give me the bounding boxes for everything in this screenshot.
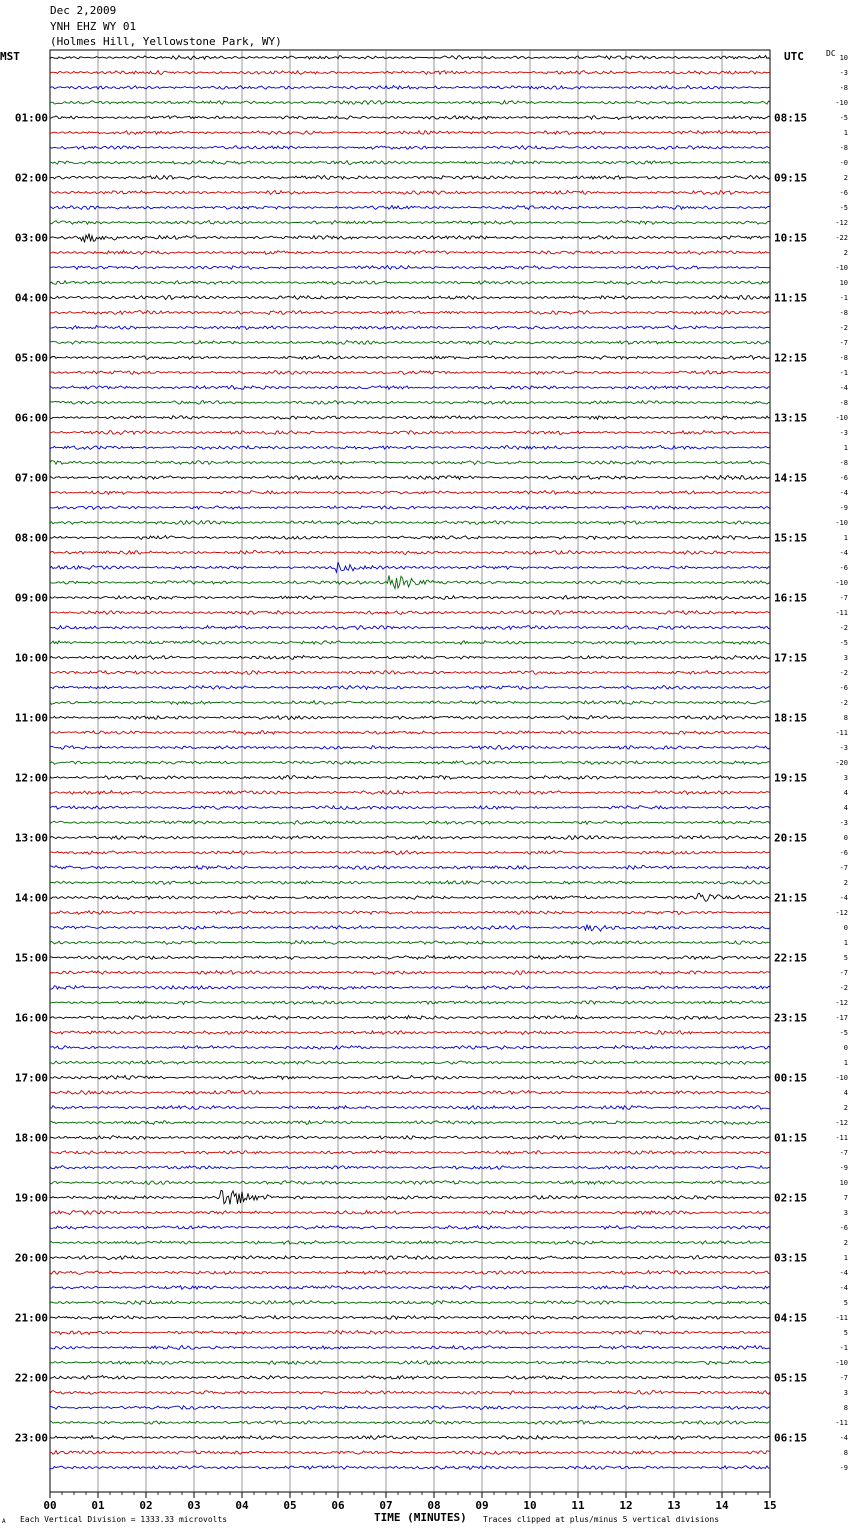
mst-hour-label: 09:00 (14, 591, 48, 605)
seismic-trace (50, 806, 770, 810)
seismic-trace (50, 1406, 770, 1410)
seismic-trace (50, 1166, 770, 1169)
dc-offset-label: -8 (839, 84, 848, 92)
dc-offset-label: 1 (843, 939, 848, 947)
seismic-trace (50, 596, 770, 600)
utc-hour-label: 22:15 (774, 951, 808, 965)
dc-offset-label: -5 (839, 1029, 848, 1037)
mst-hour-label: 21:00 (14, 1311, 48, 1325)
utc-hour-label: 17:15 (774, 651, 808, 665)
dc-offset-label: -2 (839, 324, 848, 332)
seismic-trace (50, 1451, 770, 1455)
dc-offset-label: -12 (835, 219, 848, 227)
dc-offset-label: -1 (839, 294, 848, 302)
dc-offset-label: -0 (839, 159, 848, 167)
utc-hour-label: 05:15 (774, 1371, 808, 1385)
dc-offset-label: -7 (839, 594, 848, 602)
x-tick-label: 09 (475, 1499, 489, 1512)
seismic-trace (50, 745, 770, 749)
dc-offset-label: -4 (839, 549, 848, 557)
x-tick-label: 05 (283, 1499, 297, 1512)
seismic-trace (50, 925, 770, 931)
seismic-trace (50, 325, 770, 329)
dc-offset-label: -3 (839, 744, 848, 752)
seismic-trace (50, 116, 770, 120)
dc-offset-label: 10 (839, 54, 848, 62)
utc-hour-label: 20:15 (774, 831, 808, 845)
seismic-trace (50, 491, 770, 495)
seismic-trace (50, 521, 770, 525)
seismic-trace (50, 416, 770, 420)
dc-offset-label: 8 (843, 1404, 848, 1412)
dc-offset-label: 8 (843, 714, 848, 722)
seismic-trace (50, 1181, 770, 1185)
dc-offset-label: -4 (839, 1269, 848, 1277)
dc-offset-label: -10 (835, 414, 848, 422)
seismic-trace (50, 1241, 770, 1245)
seismic-trace (50, 641, 770, 645)
dc-offset-label: -6 (839, 189, 848, 197)
seismic-trace (50, 1361, 770, 1365)
dc-offset-label: -8 (839, 309, 848, 317)
dc-offset-label: 4 (843, 1089, 848, 1097)
dc-offset-label: -8 (839, 399, 848, 407)
dc-offset-label: -6 (839, 849, 848, 857)
record-date: Dec 2,2009 (50, 4, 117, 17)
seismic-trace (50, 370, 770, 374)
dc-offset-label: -10 (835, 579, 848, 587)
seismic-trace (50, 400, 770, 404)
seismic-trace (50, 1045, 770, 1049)
dc-offset-header: DC (826, 49, 836, 58)
dc-offset-label: 5 (843, 1329, 848, 1337)
seismic-trace (50, 220, 770, 224)
utc-hour-label: 06:15 (774, 1431, 808, 1445)
dc-offset-label: 1 (843, 444, 848, 452)
dc-offset-label: -8 (839, 354, 848, 362)
dc-offset-label: 3 (843, 774, 848, 782)
dc-offset-label: -6 (839, 564, 848, 572)
utc-hour-label: 23:15 (774, 1011, 808, 1025)
dc-offset-label: -4 (839, 489, 848, 497)
seismic-trace (50, 461, 770, 465)
dc-offset-label: -2 (839, 669, 848, 677)
seismic-trace (50, 955, 770, 959)
dc-offset-label: -2 (839, 699, 848, 707)
utc-hour-label: 19:15 (774, 771, 808, 785)
seismic-trace (50, 1001, 770, 1005)
dc-offset-label: -4 (839, 1284, 848, 1292)
dc-offset-label: -3 (839, 429, 848, 437)
seismic-trace (50, 656, 770, 660)
seismic-trace (50, 1151, 770, 1155)
mst-hour-label: 03:00 (14, 231, 48, 245)
seismic-trace (50, 671, 770, 675)
dc-offset-label: -3 (839, 69, 848, 77)
utc-hour-label: 08:15 (774, 111, 808, 125)
seismic-trace (50, 1191, 770, 1205)
dc-offset-label: -6 (839, 1224, 848, 1232)
seismic-trace (50, 295, 770, 299)
seismic-trace (50, 1210, 770, 1214)
x-tick-label: 11 (571, 1499, 585, 1512)
dc-offset-label: -1 (839, 1344, 848, 1352)
x-axis-title: TIME (MINUTES) (374, 1511, 467, 1524)
utc-hour-label: 03:15 (774, 1251, 808, 1265)
dc-offset-label: -4 (839, 894, 848, 902)
dc-offset-label: -9 (839, 1464, 848, 1472)
mst-hour-label: 04:00 (14, 291, 48, 305)
seismic-trace (50, 941, 770, 945)
utc-hour-label: 00:15 (774, 1071, 808, 1085)
utc-hour-label: 11:15 (774, 291, 808, 305)
seismic-trace (50, 234, 770, 243)
dc-offset-label: -9 (839, 504, 848, 512)
seismic-trace (50, 821, 770, 825)
seismic-trace (50, 386, 770, 390)
seismic-trace (50, 625, 770, 629)
dc-offset-label: 2 (843, 249, 848, 257)
seismic-trace (50, 686, 770, 690)
seismic-trace (50, 1375, 770, 1379)
dc-offset-label: -2 (839, 624, 848, 632)
dc-offset-label: -11 (835, 1314, 848, 1322)
utc-hour-label: 04:15 (774, 1311, 808, 1325)
mst-hour-label: 07:00 (14, 471, 48, 485)
dc-offset-label: -10 (835, 99, 848, 107)
dc-offset-label: -7 (839, 1149, 848, 1157)
dc-offset-label: -4 (839, 1434, 848, 1442)
dc-offset-label: -5 (839, 639, 848, 647)
seismic-trace (50, 130, 770, 134)
mst-hour-label: 23:00 (14, 1431, 48, 1445)
dc-offset-label: 3 (843, 1209, 848, 1217)
clip-note: Traces clipped at plus/minus 5 vertical divisions (483, 1515, 720, 1524)
left-timezone-label: MST (0, 50, 20, 63)
mst-hour-label: 18:00 (14, 1131, 48, 1145)
seismic-trace (50, 1391, 770, 1395)
mst-hour-label: 06:00 (14, 411, 48, 425)
utc-hour-label: 13:15 (774, 411, 808, 425)
seismic-trace (50, 851, 770, 855)
seismic-trace (50, 1015, 770, 1019)
seismic-trace (50, 281, 770, 285)
seismic-trace (50, 71, 770, 75)
utc-hour-label: 12:15 (774, 351, 808, 365)
right-timezone-label: UTC (784, 50, 804, 63)
mst-hour-label: 08:00 (14, 531, 48, 545)
mst-hour-label: 01:00 (14, 111, 48, 125)
dc-offset-label: 3 (843, 654, 848, 662)
dc-offset-label: -17 (835, 1014, 848, 1022)
seismic-trace (50, 175, 770, 179)
seismic-trace (50, 1301, 770, 1305)
dc-offset-label: 0 (843, 834, 848, 842)
seismic-trace (50, 1331, 770, 1335)
seismic-trace (50, 551, 770, 555)
dc-offset-label: -8 (839, 144, 848, 152)
dc-offset-label: 1 (843, 129, 848, 137)
mst-hour-label: 14:00 (14, 891, 48, 905)
dc-offset-label: 10 (839, 279, 848, 287)
plot-frame (50, 50, 770, 1492)
seismic-trace (50, 986, 770, 990)
utc-hour-label: 16:15 (774, 591, 808, 605)
dc-offset-label: 8 (843, 1449, 848, 1457)
seismic-trace (50, 716, 770, 720)
mst-hour-label: 17:00 (14, 1071, 48, 1085)
dc-offset-label: 2 (843, 1239, 848, 1247)
station-location: (Holmes Hill, Yellowstone Park, WY) (50, 35, 282, 48)
seismic-trace (50, 85, 770, 89)
dc-offset-label: 4 (843, 789, 848, 797)
scale-note: Each Vertical Division = 1333.33 microvolts (20, 1515, 228, 1524)
seismic-trace (50, 1075, 770, 1079)
seismic-trace (50, 1271, 770, 1275)
dc-offset-label: -10 (835, 519, 848, 527)
dc-offset-label: 7 (843, 1194, 848, 1202)
seismic-trace (50, 701, 770, 705)
x-tick-label: 06 (331, 1499, 345, 1512)
dc-offset-label: -7 (839, 1374, 848, 1382)
seismic-trace (50, 611, 770, 615)
seismic-trace (50, 562, 770, 572)
seismic-trace (50, 1226, 770, 1230)
dc-offset-label: -5 (839, 114, 848, 122)
seismic-trace (50, 836, 770, 840)
x-tick-label: 12 (619, 1499, 633, 1512)
dc-offset-label: -8 (839, 459, 848, 467)
x-tick-label: 02 (139, 1499, 153, 1512)
dc-offset-label: -20 (835, 759, 848, 767)
mst-hour-label: 15:00 (14, 951, 48, 965)
seismic-trace (50, 1466, 770, 1470)
dc-offset-label: -12 (835, 909, 848, 917)
dc-offset-label: -6 (839, 474, 848, 482)
x-tick-label: 13 (667, 1499, 681, 1512)
utc-hour-label: 02:15 (774, 1191, 808, 1205)
x-tick-label: 04 (235, 1499, 249, 1512)
mst-hour-label: 16:00 (14, 1011, 48, 1025)
dc-offset-label: -10 (835, 1359, 848, 1367)
seismic-trace (50, 971, 770, 975)
utc-hour-label: 10:15 (774, 231, 808, 245)
seismic-trace (50, 576, 770, 589)
seismic-trace (50, 191, 770, 195)
dc-offset-label: -11 (835, 1134, 848, 1142)
mst-hour-label: 20:00 (14, 1251, 48, 1265)
x-tick-label: 10 (523, 1499, 537, 1512)
x-tick-label: 08 (427, 1499, 441, 1512)
dc-offset-label: -11 (835, 1419, 848, 1427)
seismic-trace (50, 761, 770, 764)
dc-offset-label: 3 (843, 1389, 848, 1397)
seismic-trace (50, 1421, 770, 1425)
seismic-trace (50, 266, 770, 270)
seismic-trace (50, 506, 770, 509)
mst-hour-label: 11:00 (14, 711, 48, 725)
seismic-trace (50, 101, 770, 105)
seismic-trace (50, 250, 770, 254)
seismic-trace (50, 881, 770, 885)
x-tick-label: 03 (187, 1499, 201, 1512)
x-tick-label: 00 (43, 1499, 57, 1512)
seismic-trace (50, 56, 770, 60)
dc-offset-label: 2 (843, 1104, 848, 1112)
dc-offset-label: 0 (843, 924, 848, 932)
seismic-trace (50, 1345, 770, 1349)
station-code: YNH EHZ WY 01 (50, 20, 137, 33)
x-tick-label: 01 (91, 1499, 105, 1512)
dc-offset-label: -22 (835, 234, 848, 242)
dc-offset-label: 4 (843, 804, 848, 812)
seismic-trace (50, 1090, 770, 1094)
seismic-trace (50, 340, 770, 344)
seismic-trace (50, 356, 770, 360)
seismic-trace (50, 1436, 770, 1440)
dc-offset-label: 5 (843, 1299, 848, 1307)
seismic-trace (50, 731, 770, 735)
dc-offset-label: -12 (835, 1119, 848, 1127)
utc-hour-label: 14:15 (774, 471, 808, 485)
dc-offset-label: -5 (839, 204, 848, 212)
dc-offset-label: 10 (839, 1179, 848, 1187)
dc-offset-label: 2 (843, 879, 848, 887)
mst-hour-label: 05:00 (14, 351, 48, 365)
seismic-trace (50, 1255, 770, 1259)
dc-offset-label: -9 (839, 1164, 848, 1172)
seismic-trace (50, 146, 770, 150)
mst-hour-label: 02:00 (14, 171, 48, 185)
seismic-trace (50, 911, 770, 915)
seismic-trace (50, 893, 770, 901)
seismic-trace (50, 1316, 770, 1320)
mst-hour-label: 10:00 (14, 651, 48, 665)
dc-offset-label: 1 (843, 1059, 848, 1067)
seismic-trace (50, 866, 770, 870)
seismic-trace (50, 431, 770, 435)
dc-offset-label: -7 (839, 339, 848, 347)
seismic-trace (50, 160, 770, 164)
seismic-trace (50, 1061, 770, 1065)
seismic-trace (50, 536, 770, 540)
utc-hour-label: 18:15 (774, 711, 808, 725)
dc-offset-label: 1 (843, 1254, 848, 1262)
dc-offset-label: -12 (835, 999, 848, 1007)
dc-offset-label: 5 (843, 954, 848, 962)
mst-hour-label: 22:00 (14, 1371, 48, 1385)
seismic-trace (50, 475, 770, 479)
dc-offset-label: -6 (839, 684, 848, 692)
dc-offset-label: 1 (843, 534, 848, 542)
utc-hour-label: 01:15 (774, 1131, 808, 1145)
dc-offset-label: -3 (839, 819, 848, 827)
seismic-trace (50, 1121, 770, 1125)
seismic-trace (50, 1286, 770, 1290)
dc-offset-label: -4 (839, 384, 848, 392)
seismic-trace (50, 775, 770, 779)
utc-hour-label: 09:15 (774, 171, 808, 185)
dc-offset-label: -1 (839, 369, 848, 377)
x-tick-label: 07 (379, 1499, 393, 1512)
mst-hour-label: 19:00 (14, 1191, 48, 1205)
seismic-trace (50, 791, 770, 795)
seismic-trace (50, 1136, 770, 1140)
dc-offset-label: -11 (835, 609, 848, 617)
utc-hour-label: 21:15 (774, 891, 808, 905)
dc-offset-label: -10 (835, 1074, 848, 1082)
dc-offset-label: -2 (839, 984, 848, 992)
dc-offset-label: -7 (839, 864, 848, 872)
seismic-trace (50, 445, 770, 449)
dc-offset-label: -11 (835, 729, 848, 737)
seismic-trace (50, 205, 770, 209)
mst-hour-label: 13:00 (14, 831, 48, 845)
corner-mark: A (2, 1518, 6, 1525)
utc-hour-label: 15:15 (774, 531, 808, 545)
seismic-trace (50, 1030, 770, 1034)
seismic-trace (50, 310, 770, 314)
seismic-trace (50, 1106, 770, 1110)
x-tick-label: 14 (715, 1499, 729, 1512)
dc-offset-label: -10 (835, 264, 848, 272)
x-tick-label: 15 (763, 1499, 777, 1512)
dc-offset-label: 0 (843, 1044, 848, 1052)
dc-offset-label: 2 (843, 174, 848, 182)
mst-hour-label: 12:00 (14, 771, 48, 785)
dc-offset-label: -7 (839, 969, 848, 977)
